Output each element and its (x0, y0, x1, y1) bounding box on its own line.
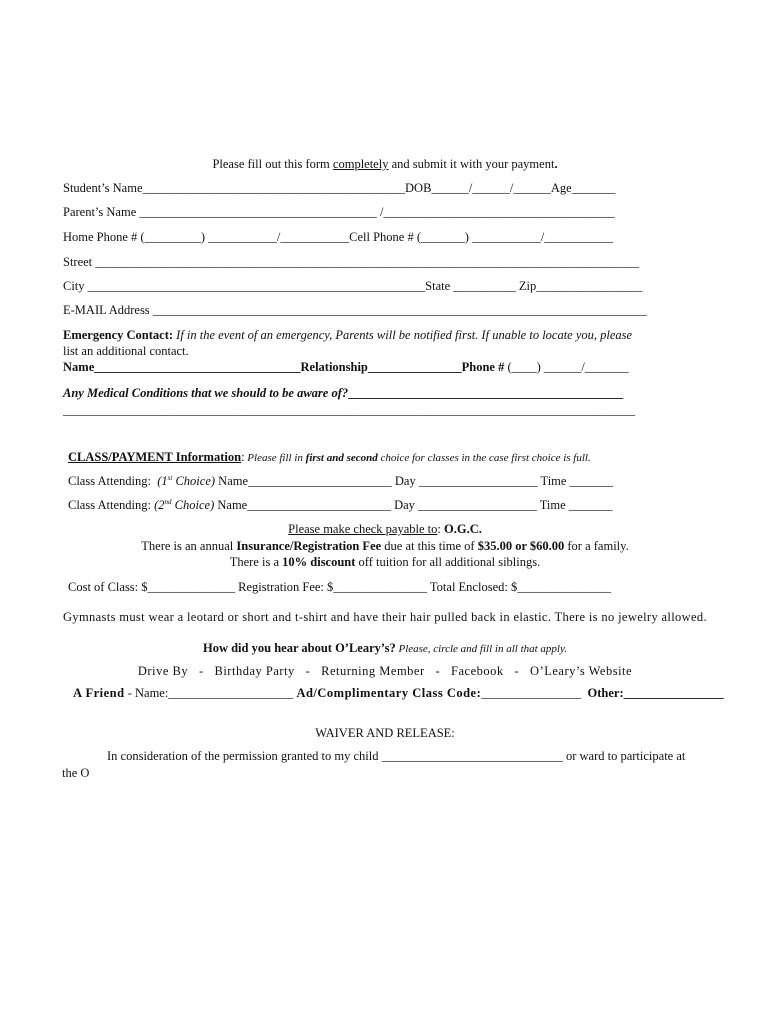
emergency-name-relationship-field[interactable]: Name_________________________________Relationship_______________Phone # (63, 360, 508, 374)
student-name-row[interactable] (63, 181, 615, 196)
class-first-choice-fields[interactable]: Name_______________________ Day ___________________ Time _______ (215, 474, 614, 488)
class-attending-label: Class Attending: (68, 474, 158, 488)
class-payment-heading-row (68, 450, 591, 466)
class-payment-note-end: choice for classes in the case first choice is full. (377, 452, 591, 464)
parent-name-field[interactable]: ______________________________________ /_____________________________________ (139, 205, 615, 219)
fee-text-mid: due at this time of (381, 539, 478, 553)
fee-text-end: for a family. (564, 539, 629, 553)
gymnasts-attire-note: Gymnasts must wear a leotard or short and t-shirt and have their hair pulled back in elastic. There is no jewelry allowed. (62, 610, 708, 624)
waiver-text-line2: the O (62, 766, 90, 780)
fee-amount: $35.00 or $60.00 (477, 539, 565, 553)
discount-text-end: off tuition for all additional siblings. (355, 555, 541, 569)
emergency-contact-label: Emergency Contact: (63, 328, 174, 342)
check-payable-line (0, 522, 770, 537)
discount-amount: 10% discount (282, 555, 356, 569)
class-second-choice-row[interactable] (68, 498, 613, 513)
city-field[interactable]: ______________________________________________________ (87, 279, 426, 293)
other-field[interactable]: Other:________________ (587, 686, 724, 700)
choice-ordinal: st (167, 474, 173, 482)
class-second-choice-fields[interactable]: Name_______________________ Day ___________________ Time _______ (214, 498, 613, 512)
intro-underlined-word: completely (332, 157, 389, 171)
how-did-you-hear-line (0, 641, 770, 657)
choice-ordinal: nd (164, 498, 172, 506)
how-did-you-hear-instructions: Please, circle and fill in all that apply. (395, 643, 568, 655)
friend-label: A Friend (73, 686, 125, 700)
email-field[interactable]: _______________________________________________________________________________ (152, 303, 647, 317)
email-row[interactable] (63, 303, 647, 318)
check-payable-colon: : (437, 522, 444, 536)
class-payment-heading: CLASS/PAYMENT Information (68, 450, 242, 464)
emergency-instructions: If in the event of an emergency, Parents will be notified first. If unable to locate you, please (173, 328, 633, 342)
class-payment-note-bold: first and second (305, 452, 378, 464)
fee-name: Insurance/Registration Fee (236, 539, 382, 553)
cost-row[interactable]: Cost of Class: $______________ Registration Fee: $_______________ Total Enclosed: $_______________ (68, 580, 611, 594)
friend-name-field[interactable]: - Name:____________________ (124, 686, 297, 700)
city-label: City (63, 279, 88, 293)
intro-line (0, 157, 770, 172)
intro-text: Please fill out this form (212, 157, 333, 171)
cell-phone-field[interactable]: Cell Phone # (_______) ___________/___________ (349, 230, 613, 244)
medical-conditions-line2[interactable]: _____________________________________________________________________________________________ (63, 403, 635, 417)
discount-line (0, 555, 770, 570)
street-label: Street (63, 255, 96, 269)
friend-code-other-row[interactable] (73, 686, 724, 701)
medical-conditions-question: Any Medical Conditions that we should to be aware of? (63, 386, 349, 400)
choice-label: Choice) (171, 498, 215, 512)
intro-text-after: and submit it with your payment (388, 157, 555, 171)
discount-text: There is a (229, 555, 283, 569)
home-phone-field[interactable]: Home Phone # (_________) ___________/___________ (63, 230, 350, 244)
class-attending-label: Class Attending: (68, 498, 155, 512)
choice-number: (1 (157, 474, 168, 488)
email-label: E-MAIL Address (63, 303, 153, 317)
medical-conditions-field[interactable]: ____________________________________________ (348, 386, 624, 400)
parent-name-label: Parent’s Name (63, 205, 140, 219)
state-zip-field[interactable]: State __________ Zip_________________ (425, 279, 643, 293)
street-row[interactable] (63, 255, 639, 270)
registration-fee-line (0, 539, 770, 554)
city-row[interactable] (63, 279, 643, 294)
medical-conditions-row[interactable] (63, 386, 623, 401)
waiver-heading: WAIVER AND RELEASE: (315, 726, 455, 740)
student-name-label: Student’s Name (63, 181, 143, 195)
emergency-phone-field[interactable]: (____) ______/_______ (507, 360, 629, 374)
choice-number: (2 (154, 498, 165, 512)
emergency-contact-line1 (63, 328, 632, 343)
parent-name-row[interactable] (63, 205, 615, 220)
student-name-field[interactable]: __________________________________________ (142, 181, 406, 195)
emergency-contact-fields[interactable] (63, 360, 629, 375)
phone-row[interactable] (63, 230, 613, 245)
referral-options[interactable]: Drive By - Birthday Party - Returning Member - Facebook - O’Leary’s Website (137, 664, 633, 678)
fee-text: There is an annual (141, 539, 237, 553)
how-did-you-hear-question: How did you hear about O’Leary’s? (202, 641, 396, 655)
check-payable-text: Please make check payable to (288, 522, 438, 536)
class-payment-colon: : (241, 450, 245, 464)
class-code-field[interactable]: ________________ (481, 686, 588, 700)
choice-label: Choice) (172, 474, 216, 488)
class-code-label: Ad/Complimentary Class Code: (296, 686, 482, 700)
class-first-choice-row[interactable] (68, 474, 613, 489)
dob-age-field[interactable]: DOB______/______/______Age_______ (405, 181, 616, 195)
intro-period: . (554, 157, 558, 171)
class-payment-note: Please fill in (244, 452, 306, 464)
waiver-text-line1: In consideration of the permission granted to my child _____________________________ or ward to participate at (107, 749, 686, 763)
check-payee: O.G.C. (444, 522, 482, 536)
street-field[interactable]: _______________________________________________________________________________________ (95, 255, 640, 269)
emergency-contact-line2: list an additional contact. (63, 344, 189, 358)
